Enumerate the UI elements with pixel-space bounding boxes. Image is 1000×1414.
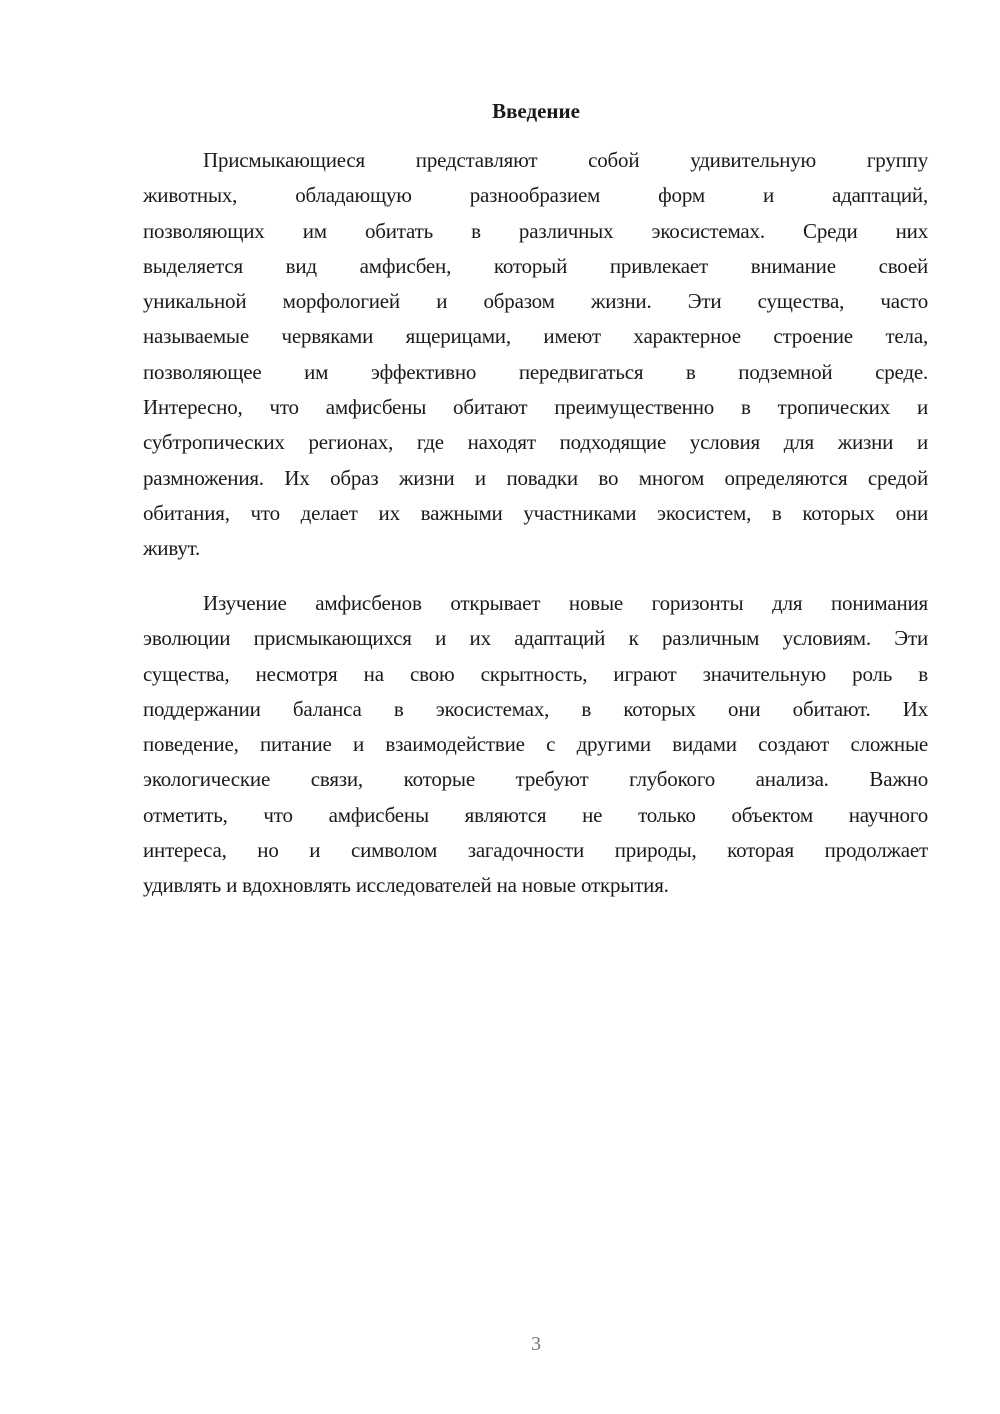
text-line: поддержании баланса в экосистемах, в которых они обитают. Их: [143, 696, 928, 721]
text-line: называемые червяками ящерицами, имеют характерное строение тела,: [143, 324, 928, 349]
text-line: эволюции присмыкающихся и их адаптаций к различным условиям. Эти: [143, 626, 928, 651]
text-line: существа, несмотря на свою скрытность, играют значительную роль в: [143, 661, 928, 686]
text-line: удивлять и вдохновлять исследователей на новые открытия.: [143, 873, 669, 898]
text-line: субтропических регионах, где находят подходящие условия для жизни и: [143, 430, 928, 455]
text-line: обитания, что делает их важными участниками экосистем, в которых они: [143, 500, 928, 525]
text-line: позволяющее им эффективно передвигаться в подземной среде.: [143, 359, 928, 384]
paragraph-1: [143, 143, 928, 567]
text-line: поведение, питание и взаимодействие с другими видами создают сложные: [143, 732, 928, 757]
text-line: интереса, но и символом загадочности природы, которая продолжает: [143, 838, 928, 863]
text-line: уникальной морфологией и образом жизни. Эти существа, часто: [143, 289, 928, 314]
text-line: Интересно, что амфисбены обитают преимущественно в тропических и: [143, 395, 928, 420]
page-number: 3: [531, 1333, 541, 1355]
text-line: Изучение амфисбенов открывает новые горизонты для понимания: [203, 591, 928, 615]
text-line: позволяющих им обитать в различных экосистемах. Среди них: [143, 218, 928, 243]
text-line: животных, обладающую разнообразием форм и адаптаций,: [143, 183, 928, 208]
section-heading: Введение: [492, 99, 580, 123]
text-line: экологические связи, которые требуют глубокого анализа. Важно: [143, 767, 928, 792]
text-line: отметить, что амфисбены являются не только объектом научного: [143, 802, 928, 827]
text-line: выделяется вид амфисбен, который привлекает внимание своей: [143, 253, 928, 278]
text-line: живут.: [143, 536, 201, 561]
text-line: размножения. Их образ жизни и повадки во многом определяются средой: [143, 465, 928, 490]
text-line: Присмыкающиеся представляют собой удивительную группу: [203, 148, 928, 172]
paragraph-2: [143, 586, 928, 904]
